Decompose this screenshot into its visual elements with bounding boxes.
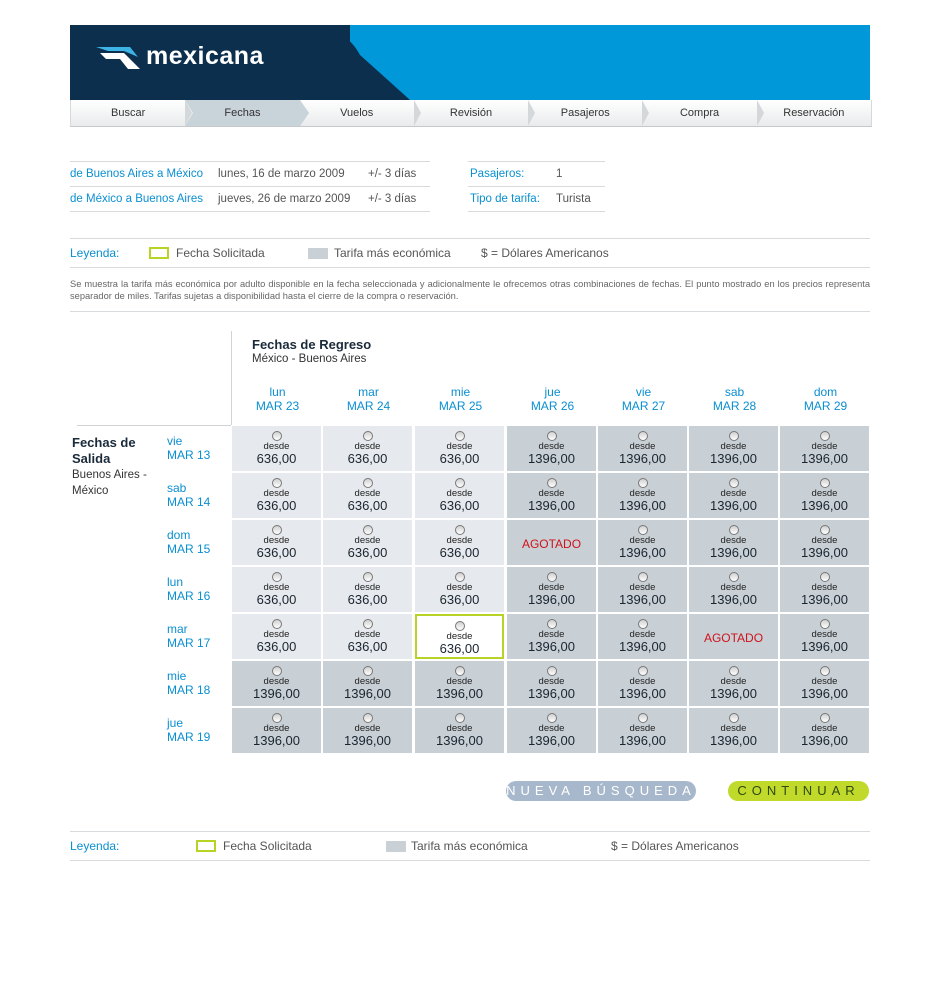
fare-cell[interactable] (689, 473, 778, 518)
return-date: MAR 27 (621, 399, 666, 413)
desde-label: desde (538, 629, 565, 640)
departure-dow: mar (167, 622, 188, 636)
legend-top (70, 238, 870, 268)
return-day-0 (232, 385, 323, 413)
fare-price: 1396,00 (619, 545, 666, 560)
step-label: Fechas (224, 107, 261, 119)
fare-price: 636,00 (256, 545, 297, 560)
desde-label: desde (263, 488, 290, 499)
fare-price: 636,00 (347, 451, 388, 466)
return-date: MAR 26 (530, 399, 575, 413)
fare-cell[interactable] (780, 708, 869, 753)
fare-cell[interactable] (780, 426, 869, 471)
fare-radio[interactable] (455, 431, 465, 441)
departure-dow: jue (167, 716, 184, 730)
fare-cell[interactable] (232, 473, 321, 518)
desde-label: desde (354, 582, 381, 593)
fare-radio[interactable] (272, 431, 282, 441)
fare-radio[interactable] (547, 431, 557, 441)
fare-price: 1396,00 (619, 639, 666, 654)
fare-price: 636,00 (439, 451, 480, 466)
fare-radio[interactable] (820, 572, 830, 582)
return-date: MAR 29 (803, 399, 848, 413)
return-dow: mar (358, 385, 379, 399)
desde-label: desde (263, 676, 290, 687)
desde-label: desde (720, 535, 747, 546)
step-buscar[interactable] (71, 100, 185, 126)
desde-label: desde (538, 488, 565, 499)
return-dow: jue (544, 385, 561, 399)
fare-price: 1396,00 (253, 686, 300, 701)
fare-price: 1396,00 (528, 451, 575, 466)
desde-label: desde (263, 723, 290, 734)
departure-day-1 (167, 481, 227, 509)
fare-radio[interactable] (363, 431, 373, 441)
fare-price: 1396,00 (710, 498, 757, 513)
desde-label: desde (446, 582, 473, 593)
brand-logo[interactable] (94, 42, 264, 71)
return-dow: vie (635, 385, 652, 399)
fare-cell[interactable] (323, 708, 412, 753)
desde-label: desde (354, 723, 381, 734)
fare-radio[interactable] (455, 572, 465, 582)
return-dow: mie (450, 385, 471, 399)
fare-price: 1396,00 (801, 498, 848, 513)
divider (77, 425, 231, 426)
return-dow: sab (724, 385, 745, 399)
fare-radio[interactable] (363, 525, 373, 535)
requested-date-swatch (149, 247, 169, 259)
fare-price: 1396,00 (344, 733, 391, 748)
pax-label: Tipo de tarifa: (470, 193, 540, 205)
return-route: México - Buenos Aires (252, 353, 367, 365)
trip-date: jueves, 26 de marzo 2009 (218, 193, 351, 205)
fare-radio[interactable] (638, 431, 648, 441)
fare-price: 636,00 (256, 451, 297, 466)
step-label: Buscar (111, 107, 146, 119)
fare-radio[interactable] (729, 666, 739, 676)
eagle-logo-icon (94, 43, 144, 71)
fare-price: 1396,00 (619, 451, 666, 466)
sold-out-label: AGOTADO (703, 631, 764, 645)
fare-radio[interactable] (729, 478, 739, 488)
sold-out-label: AGOTADO (521, 537, 582, 551)
departure-date: MAR 18 (167, 683, 211, 697)
continue-button[interactable]: CONTINUAR (728, 781, 869, 801)
fare-cell[interactable] (232, 708, 321, 753)
departure-dow: dom (167, 528, 191, 542)
fare-cell[interactable] (507, 708, 596, 753)
desde-label: desde (720, 582, 747, 593)
fare-cell[interactable] (323, 426, 412, 471)
fare-radio[interactable] (455, 525, 465, 535)
fare-cell[interactable] (598, 567, 687, 612)
desde-label: desde (720, 441, 747, 452)
fare-price: 636,00 (256, 592, 297, 607)
step-label: Revisión (449, 107, 493, 119)
fare-cell[interactable] (415, 708, 504, 753)
trip-summary (70, 161, 430, 212)
fare-cell[interactable] (507, 520, 596, 565)
departure-dow: vie (167, 434, 183, 448)
desde-label: desde (629, 488, 656, 499)
pax-value: 1 (556, 168, 563, 180)
desde-label: desde (811, 488, 838, 499)
fare-cell[interactable] (232, 426, 321, 471)
fare-price: 1396,00 (710, 733, 757, 748)
trip-row (70, 161, 430, 186)
departure-dates-title: Fechas de Salida (72, 435, 136, 466)
fare-cell[interactable] (507, 473, 596, 518)
fare-radio[interactable] (547, 619, 557, 629)
fare-radio[interactable] (729, 572, 739, 582)
return-day-5 (689, 385, 780, 413)
fare-price: 1396,00 (528, 639, 575, 654)
fare-cell[interactable] (323, 567, 412, 612)
brand-name: mexicana (146, 42, 264, 70)
fare-price: 636,00 (439, 498, 480, 513)
fare-radio[interactable] (455, 713, 465, 723)
desde-label: desde (629, 441, 656, 452)
desde-label: desde (354, 676, 381, 687)
departure-date: MAR 16 (167, 589, 211, 603)
desde-label: desde (720, 676, 747, 687)
fare-price: 1396,00 (619, 498, 666, 513)
legend-cheapest: Tarifa más económica (334, 246, 451, 260)
fare-cell[interactable] (415, 520, 504, 565)
fare-price: 636,00 (347, 545, 388, 560)
departure-day-3 (167, 575, 227, 603)
legend-requested: Fecha Solicitada (176, 246, 265, 260)
fare-radio[interactable] (547, 478, 557, 488)
fare-cell[interactable] (780, 520, 869, 565)
fare-cell[interactable] (415, 567, 504, 612)
fare-radio[interactable] (638, 666, 648, 676)
legend-currency: $ = Dólares Americanos (481, 246, 609, 260)
fare-price: 636,00 (347, 639, 388, 654)
fare-price: 1396,00 (528, 498, 575, 513)
desde-label: desde (811, 676, 838, 687)
fare-price: 1396,00 (801, 545, 848, 560)
fare-price: 1396,00 (528, 733, 575, 748)
fare-price: 636,00 (439, 592, 480, 607)
fare-radio[interactable] (363, 666, 373, 676)
desde-label: desde (354, 535, 381, 546)
fare-cell[interactable] (689, 426, 778, 471)
desde-label: desde (629, 582, 656, 593)
fare-cell[interactable] (780, 567, 869, 612)
trip-flexibility: +/- 3 días (368, 168, 417, 180)
fare-radio[interactable] (455, 666, 465, 676)
fare-note: Se muestra la tarifa más económica por adulto disponible en la fecha seleccionada y adicionalmente le ofrecemos otras combinaciones de fechas. El punto mostrado en los precios representa separador de miles. Tarifas sujetas a disponibilidad hasta el cierre de la compra o reservación. (70, 279, 870, 301)
fare-cell[interactable] (689, 567, 778, 612)
desde-label: desde (629, 676, 656, 687)
fare-cell[interactable] (689, 614, 778, 659)
desde-label: desde (354, 488, 381, 499)
fare-radio[interactable] (638, 478, 648, 488)
departure-day-6 (167, 716, 227, 744)
departure-dow: lun (167, 575, 184, 589)
desde-label: desde (263, 582, 290, 593)
fare-price: 636,00 (439, 545, 480, 560)
departure-date: MAR 17 (167, 636, 211, 650)
header-banner (70, 25, 870, 100)
step-revisión[interactable] (414, 100, 528, 126)
fare-cell[interactable] (780, 614, 869, 659)
desde-label: desde (446, 676, 473, 687)
fare-cell[interactable] (598, 661, 687, 706)
fare-price: 1396,00 (801, 451, 848, 466)
fare-cell[interactable] (689, 520, 778, 565)
fare-price: 1396,00 (710, 686, 757, 701)
fare-cell[interactable] (507, 567, 596, 612)
fare-cell[interactable] (415, 473, 504, 518)
step-label: Reservación (783, 107, 845, 119)
fare-cell[interactable] (415, 426, 504, 471)
fare-price: 636,00 (439, 641, 480, 656)
fare-cell[interactable] (598, 708, 687, 753)
return-day-2 (415, 385, 506, 413)
step-label: Compra (679, 107, 720, 119)
desde-label: desde (811, 629, 838, 640)
return-day-3 (507, 385, 598, 413)
return-dow: lun (269, 385, 286, 399)
desde-label: desde (446, 723, 473, 734)
fare-cell[interactable] (598, 520, 687, 565)
desde-label: desde (354, 441, 381, 452)
fare-cell[interactable] (323, 520, 412, 565)
desde-label: desde (811, 535, 838, 546)
fare-price: 1396,00 (801, 733, 848, 748)
fare-radio[interactable] (820, 431, 830, 441)
desde-label: desde (811, 582, 838, 593)
fare-radio[interactable] (638, 572, 648, 582)
pax-value: Turista (556, 193, 591, 205)
fare-radio[interactable] (272, 478, 282, 488)
fare-price: 636,00 (256, 639, 297, 654)
return-dates-title: Fechas de Regreso (252, 337, 372, 352)
fare-cell[interactable] (598, 473, 687, 518)
desde-label: desde (263, 535, 290, 546)
step-label: Pasajeros (560, 107, 610, 119)
cheapest-fare-swatch (386, 841, 406, 852)
fare-price: 636,00 (256, 498, 297, 513)
fare-radio[interactable] (363, 478, 373, 488)
desde-label: desde (538, 723, 565, 734)
legend-cheapest: Tarifa más económica (411, 839, 528, 853)
fare-cell[interactable] (507, 426, 596, 471)
fare-cell[interactable] (598, 426, 687, 471)
departure-dow: sab (167, 481, 187, 495)
desde-label: desde (446, 488, 473, 499)
desde-label: desde (811, 441, 838, 452)
desde-label: desde (446, 441, 473, 452)
desde-label: desde (629, 535, 656, 546)
fare-cell[interactable] (323, 473, 412, 518)
step-pasajeros[interactable] (528, 100, 642, 126)
fare-cell[interactable] (232, 614, 321, 659)
trip-route-link[interactable]: de Buenos Aires a México (70, 168, 203, 180)
departure-day-5 (167, 669, 227, 697)
fare-radio[interactable] (820, 478, 830, 488)
pax-row (468, 186, 605, 212)
fare-price: 636,00 (347, 498, 388, 513)
fare-cell[interactable] (598, 614, 687, 659)
departure-day-4 (167, 622, 227, 650)
fare-radio[interactable] (820, 713, 830, 723)
fare-radio[interactable] (638, 713, 648, 723)
fare-price: 636,00 (347, 592, 388, 607)
fare-radio[interactable] (455, 621, 465, 631)
pax-label: Pasajeros: (470, 168, 525, 180)
cheapest-fare-swatch (308, 248, 328, 259)
desde-label: desde (720, 488, 747, 499)
step-compra[interactable] (642, 100, 756, 126)
fare-price: 1396,00 (801, 686, 848, 701)
fare-price: 1396,00 (801, 639, 848, 654)
departure-date: MAR 13 (167, 448, 211, 462)
return-date: MAR 23 (255, 399, 300, 413)
desde-label: desde (446, 631, 473, 642)
fare-radio[interactable] (820, 619, 830, 629)
departure-date: MAR 15 (167, 542, 211, 556)
fare-cell[interactable] (689, 661, 778, 706)
fare-price: 1396,00 (253, 733, 300, 748)
desde-label: desde (629, 723, 656, 734)
desde-label: desde (263, 441, 290, 452)
legend-currency: $ = Dólares Americanos (611, 839, 739, 853)
fare-cell[interactable] (415, 614, 504, 659)
fare-radio[interactable] (820, 525, 830, 535)
fare-price: 1396,00 (801, 592, 848, 607)
return-date: MAR 25 (438, 399, 483, 413)
return-date: MAR 28 (712, 399, 757, 413)
return-day-4 (598, 385, 689, 413)
return-day-1 (323, 385, 414, 413)
fare-radio[interactable] (455, 478, 465, 488)
fare-price: 1396,00 (619, 733, 666, 748)
fare-radio[interactable] (272, 666, 282, 676)
fare-radio[interactable] (272, 713, 282, 723)
fare-radio[interactable] (363, 713, 373, 723)
fare-radio[interactable] (820, 666, 830, 676)
departure-dow: mie (167, 669, 187, 683)
fare-cell[interactable] (232, 567, 321, 612)
fare-cell[interactable] (323, 614, 412, 659)
step-vuelos[interactable] (300, 100, 414, 126)
fare-radio[interactable] (363, 619, 373, 629)
fare-radio[interactable] (272, 572, 282, 582)
fare-radio[interactable] (547, 572, 557, 582)
departure-day-2 (167, 528, 227, 556)
fare-cell[interactable] (415, 661, 504, 706)
trip-date: lunes, 16 de marzo 2009 (218, 168, 345, 180)
legend-requested: Fecha Solicitada (223, 839, 312, 853)
departure-day-0 (167, 434, 227, 462)
fare-price: 1396,00 (436, 686, 483, 701)
fare-radio[interactable] (363, 572, 373, 582)
desde-label: desde (538, 441, 565, 452)
new-search-button[interactable]: NUEVA BÚSQUEDA (506, 781, 696, 801)
legend-label: Leyenda: (70, 246, 120, 260)
fare-price: 1396,00 (528, 686, 575, 701)
trip-route-link[interactable]: de México a Buenos Aires (70, 193, 203, 205)
desde-label: desde (629, 629, 656, 640)
fare-price: 1396,00 (528, 592, 575, 607)
fare-cell[interactable] (507, 614, 596, 659)
desde-label: desde (538, 676, 565, 687)
fare-radio[interactable] (547, 713, 557, 723)
fare-cell[interactable] (232, 520, 321, 565)
desde-label: desde (538, 582, 565, 593)
trip-row (70, 186, 430, 212)
fare-price: 1396,00 (619, 592, 666, 607)
desde-label: desde (263, 629, 290, 640)
fare-price: 1396,00 (436, 733, 483, 748)
fare-cell[interactable] (507, 661, 596, 706)
divider (70, 311, 870, 312)
departure-date: MAR 14 (167, 495, 211, 509)
return-date: MAR 24 (346, 399, 391, 413)
fare-price: 1396,00 (344, 686, 391, 701)
trip-flexibility: +/- 3 días (368, 193, 417, 205)
fare-price: 1396,00 (710, 592, 757, 607)
fare-cell[interactable] (780, 473, 869, 518)
fare-cell[interactable] (232, 661, 321, 706)
pax-row (468, 161, 605, 186)
step-label: Vuelos (340, 107, 374, 119)
fare-cell[interactable] (689, 708, 778, 753)
fare-radio[interactable] (272, 525, 282, 535)
step-reservación[interactable] (757, 100, 871, 126)
fare-radio[interactable] (547, 666, 557, 676)
passenger-summary (468, 161, 605, 212)
fare-radio[interactable] (272, 619, 282, 629)
fare-price: 1396,00 (619, 686, 666, 701)
step-fechas[interactable] (185, 100, 299, 126)
fare-radio[interactable] (638, 525, 648, 535)
desde-label: desde (720, 723, 747, 734)
legend-bottom (70, 831, 870, 861)
departure-route: Buenos Aires - México (72, 469, 147, 497)
fare-price: 1396,00 (710, 545, 757, 560)
fare-cell[interactable] (780, 661, 869, 706)
fare-radio[interactable] (638, 619, 648, 629)
fare-price: 1396,00 (710, 451, 757, 466)
departure-date: MAR 19 (167, 730, 211, 744)
legend-label: Leyenda: (70, 839, 120, 853)
fare-cell[interactable] (323, 661, 412, 706)
fare-radio[interactable] (729, 713, 739, 723)
desde-label: desde (446, 535, 473, 546)
fare-radio[interactable] (729, 525, 739, 535)
desde-label: desde (354, 629, 381, 640)
booking-steps-nav (70, 100, 872, 127)
return-day-6 (780, 385, 871, 413)
desde-label: desde (811, 723, 838, 734)
requested-date-swatch (196, 840, 216, 852)
return-dow: dom (813, 385, 838, 399)
fare-radio[interactable] (729, 431, 739, 441)
header-curve (250, 25, 410, 100)
